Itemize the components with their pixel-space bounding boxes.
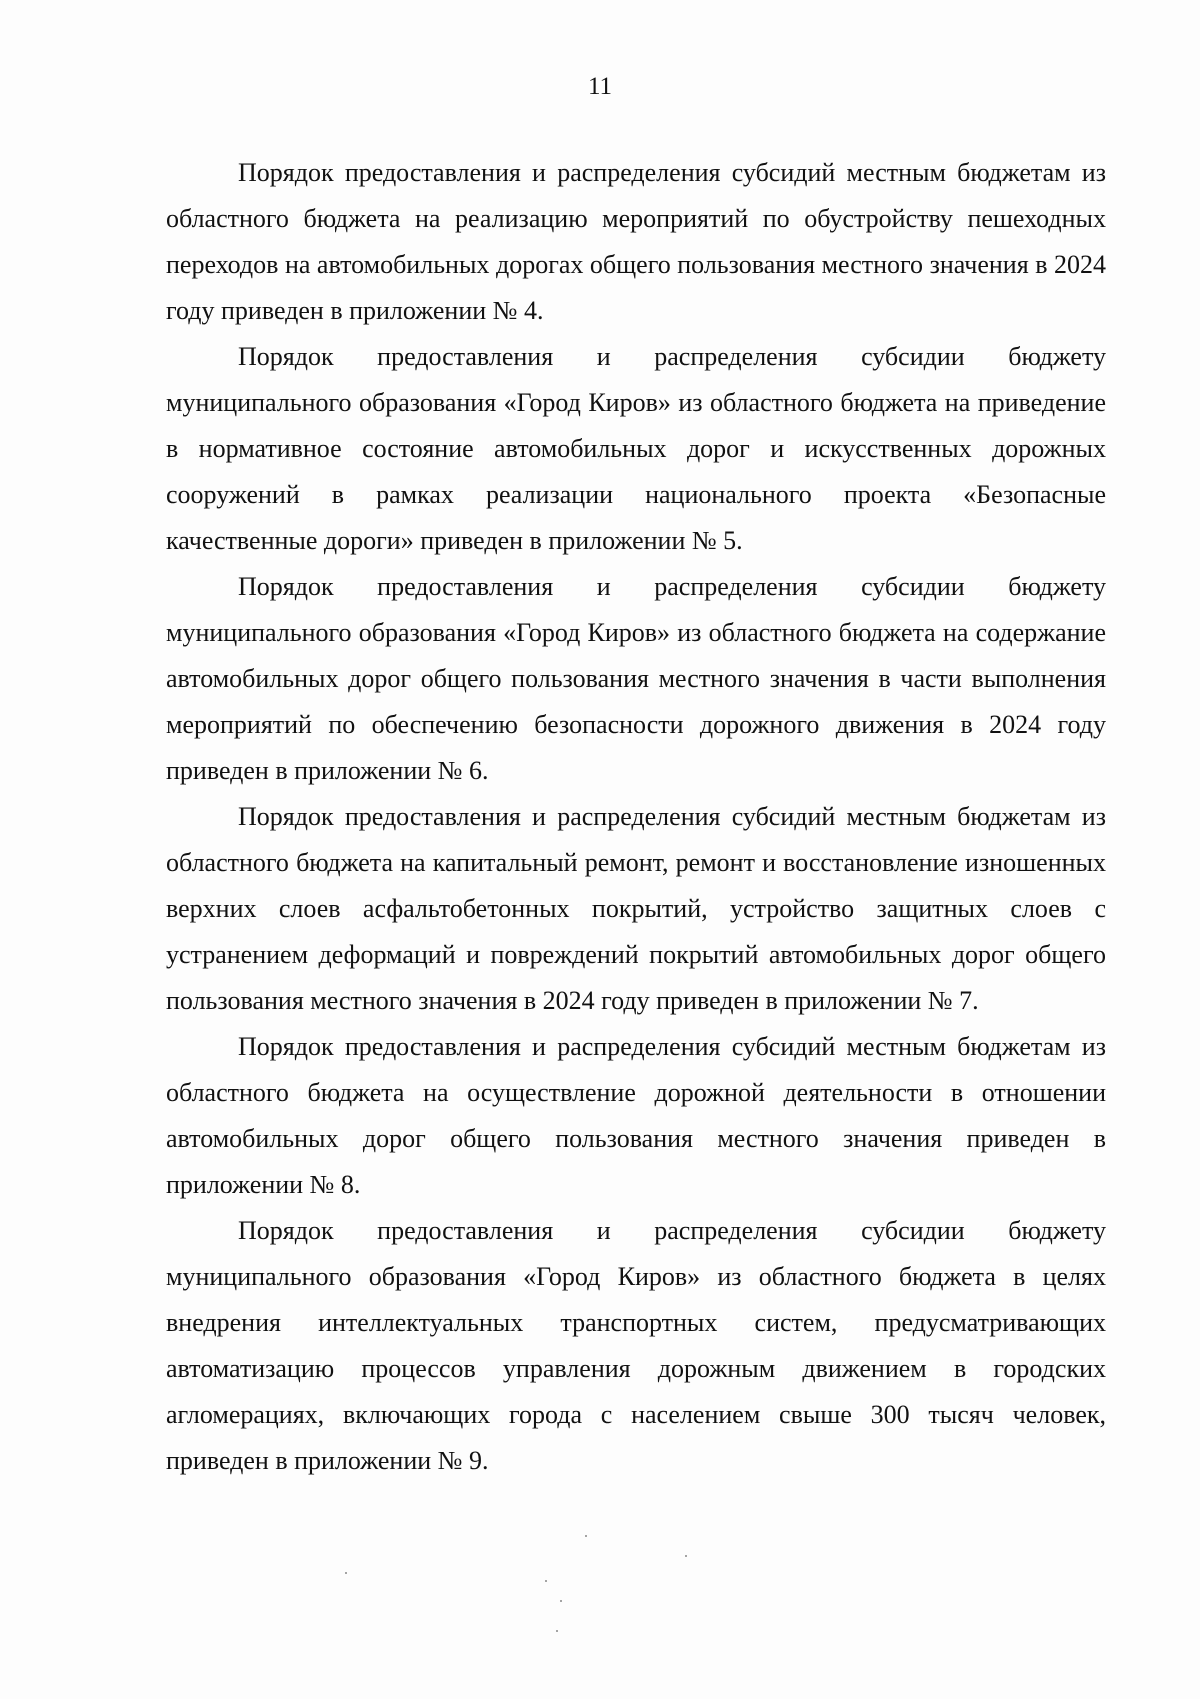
paragraph-appendix-7: Порядок предоставления и распределения субсидий местным бюджетам из областного бюджета на капитальный ремонт, ремонт и восстановление изношенных верхних слоев асфальтобетонных покрытий, устройство защитных слоев с устранением деформаций и повреждений покрытий автомобильных дорог общего пользования местного значения в 2024 году приведен в приложении № 7. (166, 802, 1106, 1015)
paragraph-appendix-5: Порядок предоставления и распределения субсидии бюджету муниципального образования «Город Киров» из областного бюджета на приведение в нормативное состояние автомобильных дорог и искусственных дорожных сооружений в рамках реализации национального проекта «Безопасные качественные дороги» приведен в приложении № 5. (166, 342, 1106, 555)
page-number: 11 (587, 73, 613, 100)
paragraph-appendix-8: Порядок предоставления и распределения субсидий местным бюджетам из областного бюджета на осуществление дорожной деятельности в отношении автомобильных дорог общего пользования местного значения приведен в приложении № 8. (166, 1032, 1106, 1199)
paragraph-appendix-4: Порядок предоставления и распределения субсидий местным бюджетам из областного бюджета на реализацию мероприятий по обустройству пешеходных переходов на автомобильных дорогах общего пользования местного значения в 2024 году приведен в приложении № 4. (166, 158, 1106, 325)
scan-speck (556, 1630, 558, 1632)
paragraph-appendix-6: Порядок предоставления и распределения субсидии бюджету муниципального образования «Город Киров» из областного бюджета на содержание автомобильных дорог общего пользования местного значения в части выполнения мероприятий по обеспечению безопасности дорожного движения в 2024 году приведен в приложении № 6. (166, 572, 1106, 785)
scan-speck (545, 1580, 547, 1582)
scan-speck (345, 1572, 347, 1574)
paragraph-appendix-9: Порядок предоставления и распределения субсидии бюджету муниципального образования «Город Киров» из областного бюджета в целях внедрения интеллектуальных транспортных систем, предусматривающих автоматизацию процессов управления дорожным движением в городских агломерациях, включающих города с населением свыше 300 тысяч человек, приведен в приложении № 9. (166, 1216, 1106, 1475)
scan-speck (560, 1600, 562, 1602)
document-body (166, 150, 1106, 1484)
scan-speck (585, 1535, 587, 1537)
scan-speck (685, 1555, 687, 1557)
